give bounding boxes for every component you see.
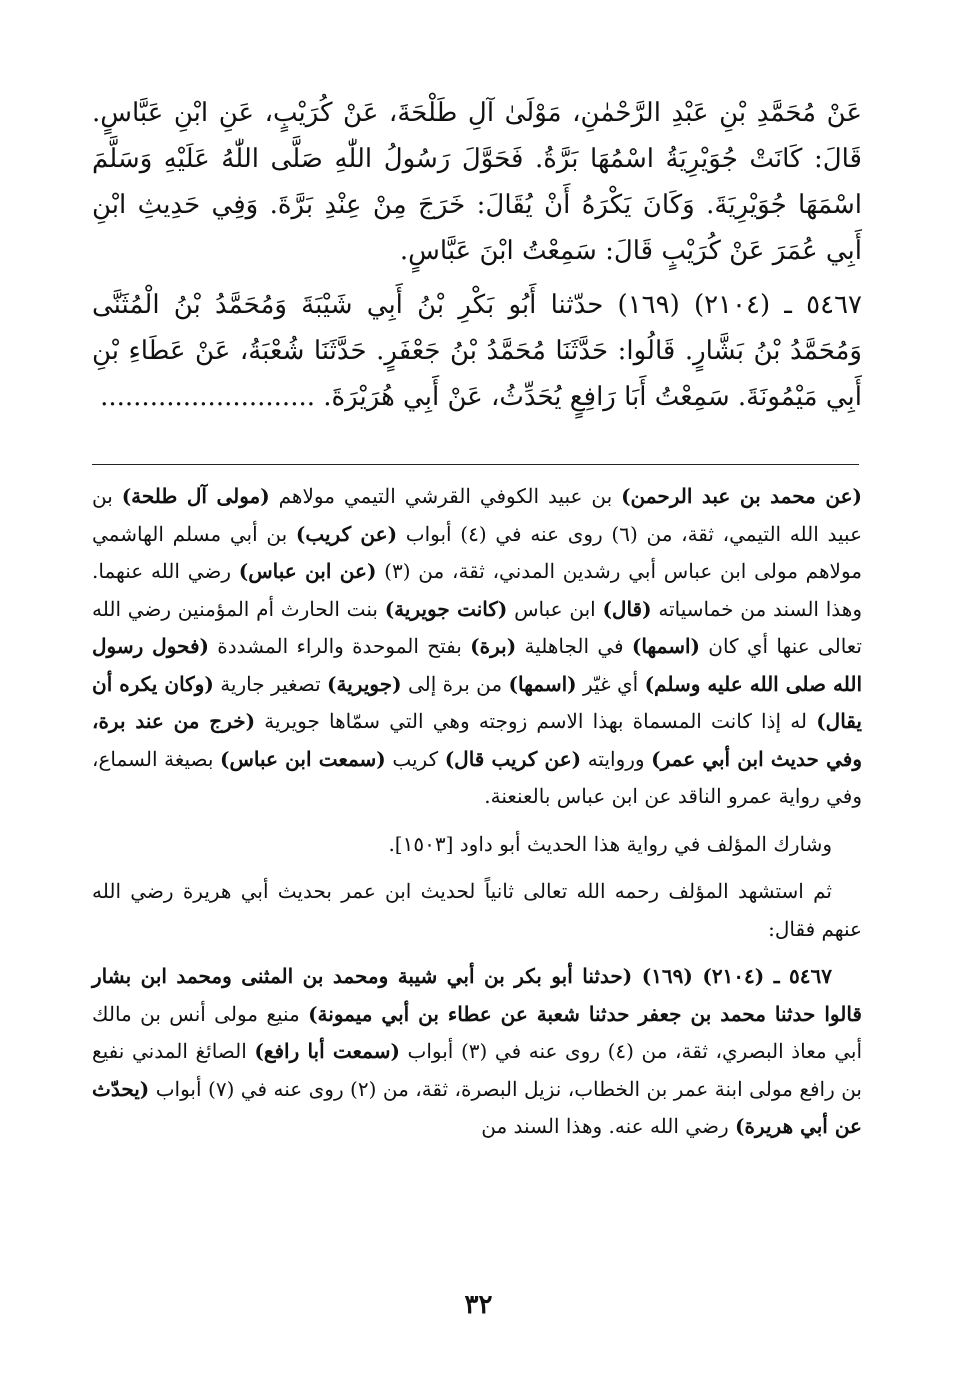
text-segment: بصيغة السماع، وفي رواية عمرو الناقد عن ابن عباس بالعنعنة. (92, 746, 862, 808)
commentary-paragraph-1 (92, 478, 862, 816)
bold-quote-segment: (اسمها) (631, 634, 700, 658)
bold-quote-segment: (خرج من عند برة، وفي حديث ابن أبي عمر) (92, 709, 862, 771)
text-segment: أي غيّر (576, 671, 645, 696)
footnote-divider (92, 464, 859, 465)
hadith-text (92, 90, 862, 420)
bold-quote-segment: (فحول رسول الله صلى الله عليه وسلم) (92, 634, 863, 696)
text-segment: وروايته (581, 746, 652, 771)
bold-quote-segment: (عن كريب قال) (444, 746, 582, 771)
text-segment: بفتح الموحدة والراء المشددة (208, 634, 471, 658)
text-segment: في الجاهلية (516, 634, 632, 658)
bold-quote-segment: (كانت جويرية) (384, 596, 508, 621)
text-segment: بنت الحارث أم المؤمنين رضي الله تعالى عنها أي كان (92, 596, 862, 658)
bold-quote-segment: (اسمها) (508, 671, 577, 696)
text-segment: منيع مولى أنس بن مالك أبي معاذ البصري، ثقة، من (٤) روى عنه في (٣) أبواب (92, 1001, 862, 1063)
text-segment: رضي الله عنه. وهذا السند من (481, 1114, 735, 1138)
commentary-paragraph-2: وشارك المؤلف في رواية هذا الحديث أبو داود [١٥٠٣]. (388, 831, 832, 856)
bold-quote-segment: (يحدّث عن أبي هريرة) (92, 1076, 862, 1138)
text-segment: ابن عباس (507, 596, 603, 621)
bold-quote-segment: (عن كريب) (295, 521, 398, 546)
text-segment: بن أبي مسلم الهاشمي مولاهم مولى ابن عباس أبي رشدين المدني، ثقة، من (٣) (92, 521, 862, 583)
bold-quote-segment: (مولى آل طلحة) (121, 484, 270, 508)
bold-quote-segment: (عن محمد بن عبد الرحمن) (621, 484, 862, 508)
bold-quote-segment: (برة) (470, 634, 517, 658)
text-segment: له إذا كانت المسماة بهذا الاسم زوجته وهي التي سمّاها جويرية (255, 709, 817, 733)
bold-quote-segment: (عن ابن عباس) (238, 559, 377, 583)
bold-quote-segment: ٥٤٦٧ ـ (٢١٠٤) (١٦٩) (حدثنا أبو بكر بن أبي شيبة ومحمد بن المثنى ومحمد ابن بشار قالوا حدثنا محمد بن جعفر حدثنا شعبة عن عطاء بن أبي ميمونة) (92, 964, 862, 1026)
page-number: ٣٢ (464, 1290, 493, 1320)
text-segment: رضي الله عنهما. وهذا السند من خماسياته (92, 559, 862, 621)
bold-quote-segment: (سمعت أبا رافع) (254, 1039, 400, 1063)
bold-quote-segment: (وكان يكره أن يقال) (92, 671, 862, 733)
bold-quote-segment: (قال) (602, 596, 652, 621)
text-segment: كريب (385, 746, 445, 771)
hadith-paragraph-2: ٥٤٦٧ ـ (٢١٠٤) (١٦٩) حدّثنا أَبُو بَكْرِ بْنُ أَبِي شَيْبَةَ وَمُحَمَّدُ بْنُ الْمُثَنَّى وَمُحَمَّدُ بْنُ بَشَّارٍ. قَالُوا: حَدَّثَنَا مُحَمَّدُ بْنُ جَعْفَرٍ. حَدَّثَنَا شُعْبَةُ، عَنْ عَطَاءِ بْنِ أَبِي مَيْمُونَةَ. سَمِعْتُ أَبَا رَافِعٍ يُحَدِّثُ، عَنْ أَبِي هُرَيْرَةَ. .......................... (92, 290, 862, 412)
commentary-paragraph-4 (92, 958, 862, 1146)
text-segment: بن عبيد الله التيمي، ثقة، من (٦) روى عنه في (٤) أبواب (92, 484, 863, 546)
hadith-paragraph-1: عَنْ مُحَمَّدِ بْنِ عَبْدِ الرَّحْمٰنِ، مَوْلَىٰ آلِ طَلْحَةَ، عَنْ كُرَيْبٍ، عَنِ ابْنِ عَبَّاسٍ. قَالَ: كَانَتْ جُوَيْرِيَةُ اسْمُهَا بَرَّةُ. فَحَوَّلَ رَسُولُ اللّٰهِ صَلَّى اللّٰهُ عَلَيْهِ وَسَلَّمَ اسْمَهَا جُوَيْرِيَةَ. وَكَانَ يَكْرَهُ أَنْ يُقَالَ: خَرَجَ مِنْ عِنْدِ بَرَّةَ. وَفِي حَدِيثِ ابْنِ أَبِي عُمَرَ عَنْ كُرَيْبٍ قَالَ: سَمِعْتُ ابْنَ عَبَّاسٍ. (92, 98, 862, 266)
commentary-text (92, 478, 862, 1146)
commentary-paragraph-3: ثم استشهد المؤلف رحمه الله تعالى ثانياً لحديث ابن عمر بحديث أبي هريرة رضي الله عنهم فقال: (92, 879, 862, 941)
text-segment: تصغير جارية (213, 671, 328, 696)
text-segment: الصائغ المدني نفيع بن رافع مولى ابنة عمر بن الخطاب، نزيل البصرة، ثقة، من (٢) روى عنه في (٧) أبواب (92, 1039, 863, 1101)
bold-quote-segment: (جويرية) (327, 671, 402, 696)
bold-quote-segment: (سمعت ابن عباس) (220, 746, 386, 771)
text-segment: من برة إلى (401, 671, 509, 696)
text-segment: بن عبيد الكوفي القرشي التيمي مولاهم (269, 484, 622, 508)
